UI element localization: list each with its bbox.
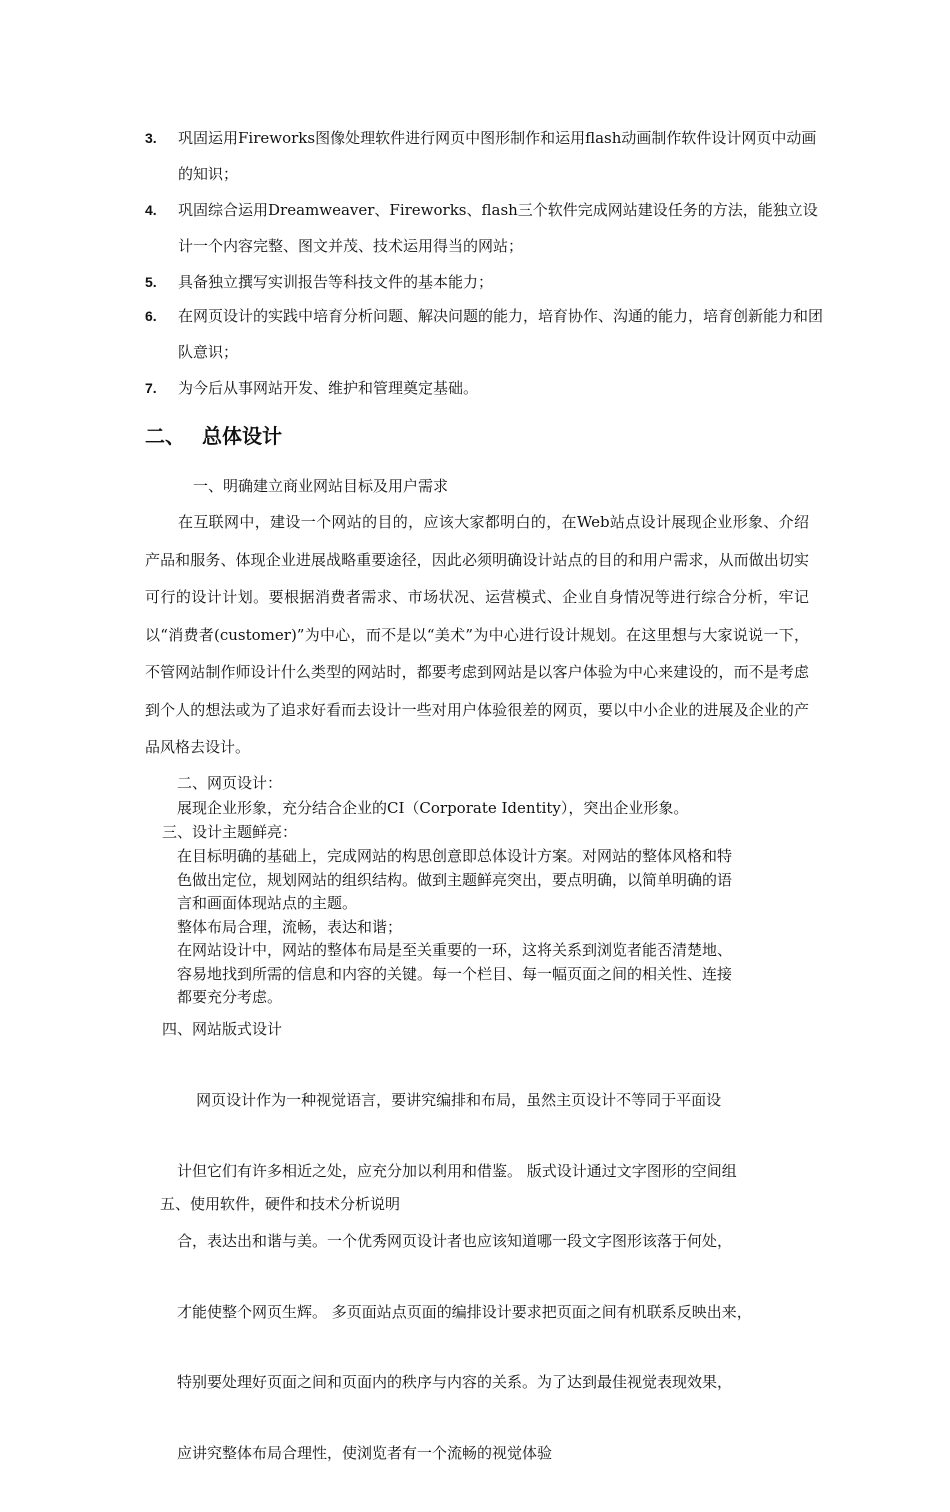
text-line: 特别要处理好页面之间和页面内的秩序与内容的关系。为了达到最佳视觉表现效果， [177, 1373, 733, 1391]
text-line: 合，表达出和谐与美。一个优秀网页设计者也应该知道哪一段文字图形该落于何处， [177, 1232, 733, 1250]
text-line: 在网站设计中，网站的整体布局是至关重要的一环，这将关系到浏览者能否清楚地、 [177, 941, 733, 959]
list-item-4 [145, 192, 825, 264]
subsection-5-title: 五、使用软件，硬件和技术分析说明 [160, 1195, 401, 1213]
subsection-4-body [177, 1042, 752, 1512]
list-text: 在网页设计的实践中培育分析问题、解决问题的能力，培育协作、沟通的能力，培育创新能力和团队意识； [178, 307, 824, 361]
list-item-7 [145, 370, 825, 406]
list-item-6 [145, 298, 825, 370]
section-title: 总体设计 [202, 424, 282, 448]
list-text: 巩固运用Fireworks图像处理软件进行网页中图形制作和运用flash动画制作软件设计网页中动画的知识； [178, 129, 817, 183]
text-line: 整体布局合理，流畅，表达和谐； [177, 917, 403, 936]
subsection-3-body [177, 845, 732, 1010]
text-line: 网页设计作为一种视觉语言，要讲究编排和布局，虽然主页设计不等同于平面设 [177, 1091, 722, 1109]
list-text: 为今后从事网站开发、维护和管理奠定基础。 [178, 379, 479, 397]
subsection-3-title: 三、设计主题鲜亮： [162, 823, 298, 841]
text-line: 都要充分考虑。 [177, 988, 283, 1006]
list-item-5 [145, 264, 825, 300]
list-number: 4. [145, 202, 157, 218]
text-line: 色做出定位，规划网站的组织结构。做到主题鲜亮突出，要点明确，以简单明确的语 [177, 870, 733, 889]
subsection-2-title: 二、网页设计： [177, 774, 283, 792]
text-line: 在目标明确的基础上，完成网站的构思创意即总体设计方案。对网站的整体风格和特 [177, 847, 733, 865]
subsection-2-text: 展现企业形象，充分结合企业的CI（Corporate Identity），突出企业形象。 [177, 799, 689, 817]
subsection-4-title: 四、网站版式设计 [162, 1020, 283, 1038]
list-item-3 [145, 120, 825, 192]
subsection-1-paragraph: 在互联网中，建设一个网站的目的，应该大家都明白的，在Web站点设计展现企业形象、介绍产品和服务、体现企业进展战略重要途径，因此必须明确设计站点的目的和用户需求，从而做出切实可行的设计计划。要根据消费者需求、市场状况、运营模式、企业自身情况等进行综合分析，牢记以“消费者(customer)”为中心，而不是以“美术”为中心进行设计规划。在这里想与大家说说一下，不管网站制作师设计什么类型的网站时，都要考虑到网站是以客户体验为中心来建设的，而不是考虑到个人的想法或为了追求好看而去设计一些对用户体验很差的网页，要以中小企业的进展及企业的产品风格去设计。 [145, 513, 809, 756]
list-text: 巩固综合运用Dreamweaver、Fireworks、flash三个软件完成网站建设任务的方法，能独立设计一个内容完整、图文并茂、技术运用得当的网站； [178, 201, 818, 255]
text-line: 应讲究整体布局合理性，使浏览者有一个流畅的视觉体验 [177, 1443, 553, 1462]
text-line: 计但它们有许多相近之处，应充分加以利用和借鉴。 版式设计通过文字图形的空间组 [177, 1161, 737, 1180]
list-number: 5. [145, 274, 157, 290]
list-number: 7. [145, 380, 157, 396]
list-number: 3. [145, 130, 157, 146]
subsection-1-title: 一、明确建立商业网站目标及用户需求 [193, 477, 449, 495]
section-heading [145, 418, 282, 454]
section-number: 二、 [145, 424, 185, 448]
list-number: 6. [145, 308, 157, 324]
text-line: 容易地找到所需的信息和内容的关键。每一个栏目、每一幅页面之间的相关性、连接 [177, 964, 733, 983]
list-text: 具备独立撰写实训报告等科技文件的基本能力； [178, 273, 494, 291]
text-line: 才能使整个网页生辉。 多页面站点页面的编排设计要求把页面之间有机联系反映出来， [177, 1302, 752, 1321]
text-line: 言和画面体现站点的主题。 [177, 894, 358, 912]
